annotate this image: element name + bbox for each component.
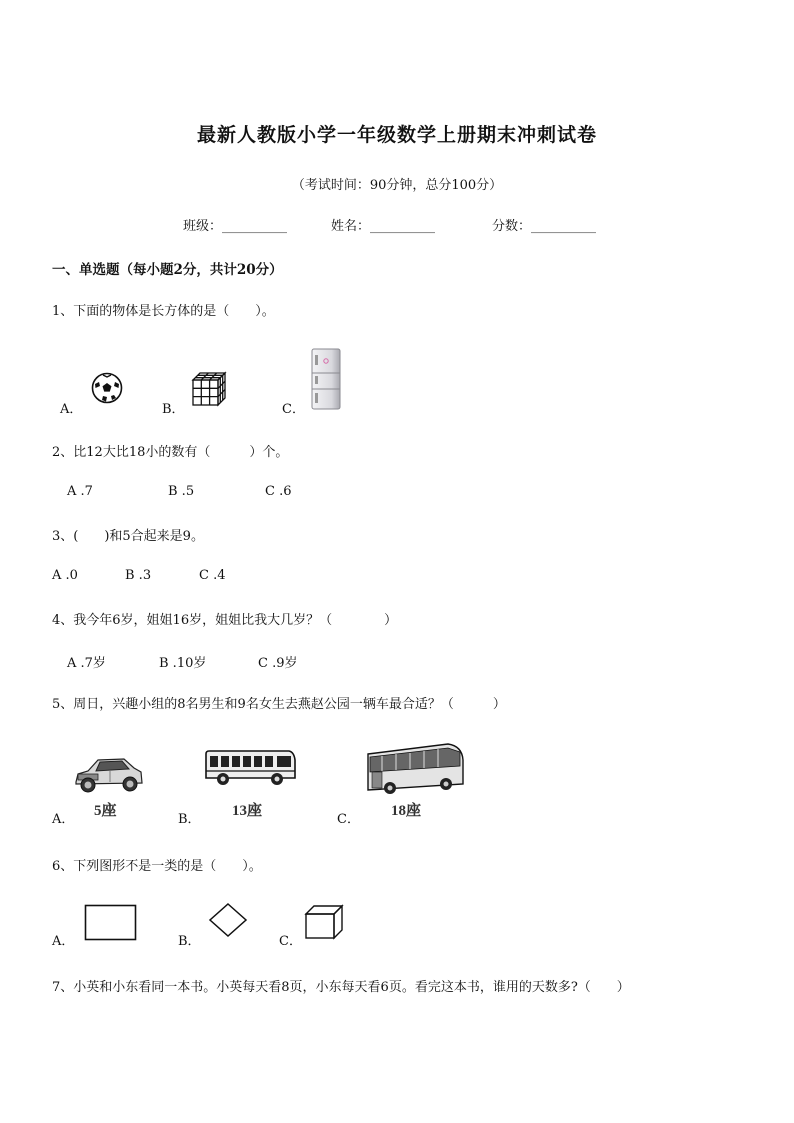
score-field: 分数：__________	[492, 219, 597, 234]
q2-option-c: C .6	[265, 484, 292, 499]
rubiks-cube-icon	[191, 371, 229, 411]
exam-subtitle: （考试时间：90分钟，总分100分）	[291, 178, 503, 193]
q6-option-c: C．	[279, 934, 302, 949]
q6-option-b: B．	[178, 934, 201, 949]
q4-option-b: B .10岁	[159, 656, 207, 671]
question-6: 6、下列图形不是一类的是（ ）。	[52, 859, 262, 874]
q2-option-a: A .7	[67, 484, 93, 499]
car-icon	[72, 752, 144, 800]
q5-option-b: B．	[178, 812, 201, 827]
q3-option-b: B .3	[125, 568, 152, 583]
rectangle-shape-icon	[84, 904, 138, 946]
question-1: 1、下面的物体是长方体的是（ ）。	[52, 304, 275, 319]
q6-option-a: A．	[52, 934, 75, 949]
bus-icon	[364, 740, 466, 802]
q4-option-c: C .9岁	[258, 656, 298, 671]
question-7: 7、小英和小东看同一本书。小英每天看8页，小东每天看6页。看完这本书，谁用的天数多?（ ）	[52, 980, 630, 995]
question-4: 4、我今年6岁，姐姐16岁，姐姐比我大几岁？（ ）	[52, 613, 398, 628]
question-2: 2、比12大比18小的数有（ ）个。	[52, 445, 289, 460]
q5-option-c: C．	[337, 812, 360, 827]
cube-shape-icon	[304, 904, 346, 944]
q1-option-a: A．	[60, 402, 83, 417]
q5-option-a: A．	[52, 812, 75, 827]
diamond-shape-icon	[208, 902, 248, 942]
page-title: 最新人教版小学一年级数学上册期末冲刺试卷	[196, 124, 597, 146]
q3-option-a: A .0	[52, 568, 78, 583]
q2-option-b: B .5	[168, 484, 195, 499]
q4-option-a: A .7岁	[67, 656, 106, 671]
name-field: 姓名：__________	[331, 219, 436, 234]
q5-seat-a: 5座	[94, 803, 117, 819]
section-heading: 一、单选题（每小题2分，共计20分）	[52, 262, 283, 278]
q5-seat-c: 18座	[391, 803, 422, 819]
question-3: 3、( )和5合起来是9。	[52, 529, 204, 544]
question-5: 5、周日，兴趣小组的8名男生和9名女生去燕赵公园一辆车最合适？（ ）	[52, 697, 506, 712]
q3-option-c: C .4	[199, 568, 226, 583]
q1-option-b: B．	[162, 402, 185, 417]
minibus-icon	[203, 748, 297, 792]
refrigerator-icon	[310, 347, 342, 415]
soccer-ball-icon	[91, 372, 123, 408]
q5-seat-b: 13座	[232, 803, 263, 819]
class-field: 班级：__________	[183, 219, 288, 234]
q1-option-c: C．	[282, 402, 305, 417]
